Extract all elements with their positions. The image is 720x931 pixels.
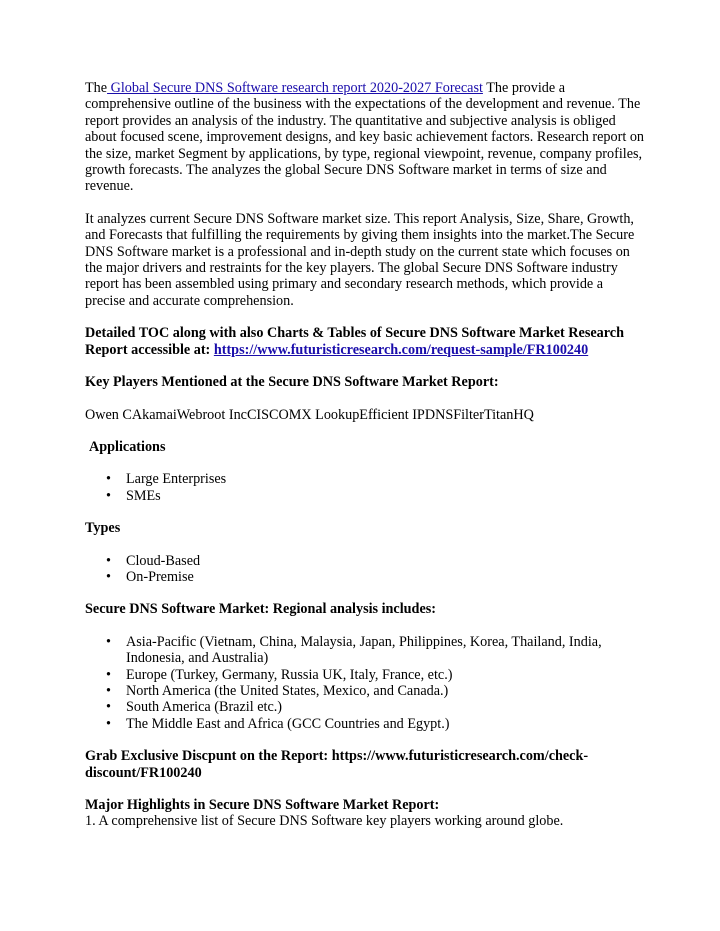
highlights-heading: Major Highlights in Secure DNS Software Market Report: — [85, 797, 440, 813]
types-list — [85, 553, 645, 586]
list-item: • Europe (Turkey, Germany, Russia UK, Italy, France, etc.) — [126, 667, 645, 683]
list-item: • South America (Brazil etc.) — [126, 699, 645, 715]
intro-prefix: The — [85, 80, 108, 96]
highlights-item: 1. A comprehensive list of Secure DNS Software key players working around globe. — [85, 813, 564, 830]
report-title-link[interactable]: Global Secure DNS Software research report 2020-2027 Forecast — [107, 80, 483, 96]
toc-paragraph — [85, 325, 645, 358]
document-page — [85, 80, 645, 830]
list-item: • The Middle East and Africa (GCC Countries and Egypt.) — [126, 716, 645, 732]
applications-list — [85, 471, 645, 504]
key-players-heading: Key Players Mentioned at the Secure DNS Software Market Report: — [85, 374, 499, 391]
list-item: • On-Premise — [126, 569, 645, 585]
list-item: • North America (the United States, Mexico, and Canada.) — [126, 683, 645, 699]
toc-text: Detailed TOC along with also Charts & Tables of Secure DNS Software Market Research Report accessible at: — [85, 325, 624, 358]
discount-paragraph: Grab Exclusive Discpunt on the Report: https://www.futuristicresearch.com/check-discount/FR100240 — [85, 748, 589, 781]
list-item: • Cloud-Based — [126, 553, 645, 569]
list-item: • Large Enterprises — [126, 471, 645, 487]
regional-heading: Secure DNS Software Market: Regional analysis includes: — [85, 601, 436, 618]
regional-list — [85, 634, 645, 732]
key-players-list: Owen CAkamaiWebroot IncCISCOMX LookupEfficient IPDNSFilterTitanHQ — [85, 406, 534, 423]
request-sample-link-text: https://www.futuristicresearch.com/request-sample/FR100240 — [213, 341, 589, 358]
types-heading: Types — [85, 520, 121, 537]
list-item: • SMEs — [126, 488, 645, 504]
intro-text: The provide a comprehensive outline of the business with the expectations of the development and revenue. The report provides an analysis of the industry. The quantitative and subjective analysis is obliged about focused scene, improvement designs, and key basic achievement factors. Research report on the size, market Segment by applications, by type, regional viewpoint, revenue, company profiles, growth forecasts. The analyzes the global Secure DNS Software market in terms of size and revenue. — [85, 80, 645, 195]
applications-heading: Applications — [89, 438, 166, 455]
request-sample-link[interactable] — [214, 342, 588, 358]
intro-paragraph — [85, 80, 645, 195]
list-item: • Asia-Pacific (Vietnam, China, Malaysia, Japan, Philippines, Korea, Thailand, India, Indonesia, and Australia) — [126, 634, 645, 667]
analysis-paragraph: It analyzes current Secure DNS Software market size. This report Analysis, Size, Share, Growth, and Forecasts that fulfilling the requirements by giving them insights into the market.The Secure DNS Software market is a professional and in-depth study on the current state which focuses on the major drivers and restraints for the key players. The global Secure DNS Software industry report has been assembled using primary and secondary research methods, which provide a precise and accurate comprehension. — [85, 210, 635, 309]
